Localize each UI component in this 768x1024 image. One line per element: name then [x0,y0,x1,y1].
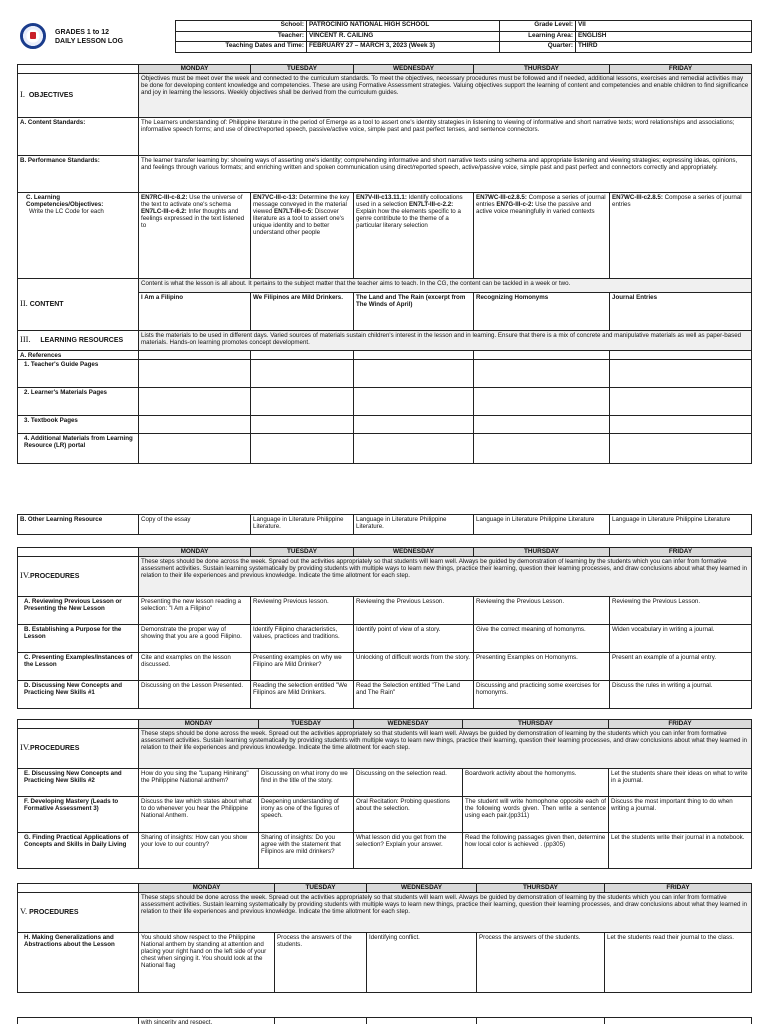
day-header-tuesday: TUESDAY [251,65,354,74]
competencies-label-cell [18,193,139,279]
procedure-label: H. Making Generalizations and Abstractions about the Lesson [18,933,139,993]
competencies-label: C. Learning Competencies/Objectives: [26,193,104,208]
competency-code: EN7LC-III-c-6.2: [141,207,187,215]
procedure-cell: Cite and examples on the lesson discussed. [139,653,251,681]
day-header-friday: FRIDAY [610,65,752,74]
competency-code: EN7RC-III-c-8.2: [141,193,188,201]
competency-code: EN7WC-III-c2.8.5: [612,193,663,201]
cell [610,360,752,388]
competency-code: EN7V-III-c13.11.1: [356,193,407,201]
cell [251,360,354,388]
procedure-cell: Discuss the law which states about what to do whenever you hear the Philippine National Anthem. [139,797,259,833]
competency-text: Identify collocations used in a selection [356,193,463,208]
procedure-cell: You should show respect to the Philippine National anthem by standing at attention and placing your right hand on the left side of your chest when singing it. You should look at the National flag [139,933,275,993]
cell [474,351,610,360]
day-header-friday: FRIDAY [609,720,752,729]
other-resource-wednesday: Language in Literature Philippine Literature. [354,515,474,535]
header-title-line1: GRADES 1 to 12 [55,29,110,36]
other-resource-thursday: Language in Literature Philippine Literature [474,515,610,535]
procedure-cell: Deepening understanding of irony as one of the figures of speech. [259,797,354,833]
day-header-monday: MONDAY [139,548,251,557]
cell [139,434,251,464]
competency-text: Use the passive and active voice meaningfully in varied contexts [476,200,595,215]
objectives-title: OBJECTIVES [28,92,74,100]
procedures-section-title [18,557,139,597]
school-value: PATROCINIO NATIONAL HIGH SCHOOL [307,21,500,32]
cell [139,388,251,416]
cell [474,388,610,416]
performance-standards-text: The learner transfer learning by: showing ways of asserting one's identity; comprehending informative and short narrative texts using schema and appropriate listening and viewing strategies; expressing ideas, opinions, and feelings through various formats; and enriching written and spoken communication using direct/reported speech, active/passive voice, simple past and past perfect and connectors correctly and appropriately. [139,156,752,193]
procedure-cell: Reading the selection entitled "We Filipinos are Mild Drinkers. [251,681,354,709]
competency-friday [610,193,752,279]
day-header-tuesday: TUESDAY [259,720,354,729]
day-header-thursday: THURSDAY [477,884,605,893]
procedures-section-title [18,729,139,769]
objectives-description: Objectives must be meet over the week and connected to the curriculum standards. To meet the objectives, necessary procedures must be followed and if needed, additional lessons, exercises and remedial activities may be done for developing content knowledge and competencies. These are using Formative Assessment strategies. Valuing objectives support the learning of content and competencies and enable children to find significance and joy in learning the lessons. Weekly objectives shall be derived from the curriculum guides. [139,74,752,118]
cell [139,360,251,388]
cell [354,416,474,434]
day-header-wednesday: WEDNESDAY [354,548,474,557]
other-resource-monday: Copy of the essay [139,515,251,535]
procedure-cell: Discuss the most important thing to do when writing a journal. [609,797,752,833]
procedure-cell: Identify point of view of a story. [354,625,474,653]
procedure-cell: Read the Selection entitled "The Land and The Rain" [354,681,474,709]
procedure-cell: Boardwork activity about the homonyms. [463,769,609,797]
procedure-cell: Reviewing the Previous Lesson. [354,597,474,625]
day-header-monday: MONDAY [139,65,251,74]
competency-thursday [474,193,610,279]
content-standards-label: A. Content Standards: [18,118,139,156]
competency-code: EN7LT-III-c-2.2: [409,200,454,208]
other-resources-label: B. Other Learning Resource [18,515,139,535]
competency-monday [139,193,251,279]
content-numeral: II. [20,298,28,309]
procedures-title: PROCEDURES [29,909,79,917]
teacher-value: VINCENT R. CAILING [307,31,500,42]
competency-wednesday [354,193,474,279]
blank-corner [18,720,139,729]
cell [474,434,610,464]
blank-corner [18,884,139,893]
teachers-guide-label: 1. Teacher's Guide Pages [18,360,139,388]
day-header-wednesday: WEDNESDAY [367,884,477,893]
content-item-monday: I Am a Filipino [139,293,251,331]
procedure-cell: Let the students write their journal in a notebook. [609,833,752,869]
cell [474,360,610,388]
day-header-wednesday: WEDNESDAY [354,720,463,729]
competency-text: Explain how the elements specific to a genre contribute to the theme of a particular literary selection [356,207,461,230]
day-header-thursday: THURSDAY [463,720,609,729]
procedure-cell: Discussing on the selection read. [354,769,463,797]
cell [251,416,354,434]
procedure-cell: Let the students read their journal to the class. [605,933,752,993]
competency-text: Determine the key message conveyed in the material viewed [253,193,350,215]
quarter-value: THIRD [576,42,752,53]
day-header-tuesday: TUESDAY [275,884,367,893]
competency-text: Compose a series of journal entries [476,193,606,208]
day-header-tuesday: TUESDAY [251,548,354,557]
procedure-cell: Oral Recitation: Probing questions about the selection. [354,797,463,833]
procedure-cell: Discuss the rules in writing a journal. [610,681,752,709]
procedure-cell: Read the following passages given then, determine how local color is achieved . (pp305) [463,833,609,869]
cell [610,416,752,434]
grade-value: VII [576,21,752,32]
cell [139,416,251,434]
procedures-numeral: IV. [20,742,30,753]
header-title-line2: DAILY LESSON LOG [55,38,124,46]
objectives-section-title [18,74,139,118]
procedure-label: B. Establishing a Purpose for the Lesson [18,625,139,653]
other-resources-block [17,514,751,535]
procedure-cell: Unlocking of difficult words from the story. [354,653,474,681]
content-title: CONTENT [29,301,64,309]
performance-standards-label: B. Performance Standards: [18,156,139,193]
procedures-block-3 [17,883,751,993]
competency-text: Discover literature as a tool to assert one's unique identity and to better understand other people [253,207,344,237]
procedure-cell: Sharing of insights: How can you show your love to our country? [139,833,259,869]
procedure-cell: Presenting examples on why we Filipino are Mild Drinker? [251,653,354,681]
cell [354,351,474,360]
other-resource-friday: Language in Literature Philippine Literature [610,515,752,535]
procedure-cell: Identify Filipino characteristics, values, practices and traditions. [251,625,354,653]
cell [354,360,474,388]
procedures-numeral: V. [20,906,28,917]
procedures-numeral: IV. [20,570,30,581]
procedure-label: D. Discussing New Concepts and Practicing New Skills #1 [18,681,139,709]
content-item-tuesday: We Filipinos are Mild Drinkers. [251,293,354,331]
header-title [55,28,123,46]
cell [275,1018,367,1024]
procedure-cell: Widen vocabulary in writing a journal. [610,625,752,653]
procedure-cell: Discussing on what irony do we find in the title of the story. [259,769,354,797]
competency-code: EN7WC-III-c2.8.5: [476,193,527,201]
lesson-log-header [17,20,751,52]
procedure-cell: Let the students share their ideas on what to write in a journal. [609,769,752,797]
competencies-sub: Write the LC Code for each [29,207,104,215]
procedure-cell: Discussing on the Lesson Presented. [139,681,251,709]
learners-materials-label: 2. Learner's Materials Pages [18,388,139,416]
day-header-monday: MONDAY [139,720,259,729]
cell [605,1018,752,1024]
resources-numeral: III. [20,334,31,345]
other-resource-tuesday: Language in Literature Philippine Literature. [251,515,354,535]
cell [251,434,354,464]
continuation-table [17,1017,752,1024]
objectives-numeral: I. [20,89,25,100]
quarter-label: Quarter: [500,42,576,53]
procedure-label: E. Discussing New Concepts and Practicing New Skills #2 [18,769,139,797]
competency-text: Compose a series of journal entries [612,193,742,208]
procedures-description: These steps should be done across the week. Spread out the activities appropriately so that students will learn well. Always be guided by demonstration of learning by the students which you can infer from formative assessment activities. Sustain learning systematically by providing students with multiple ways to learn new things, practice their learning, question their learning processes, and draw conclusions about what they learned in relation to their life experiences and previous knowledge. Indicate the time allotment for each step. [139,557,752,597]
content-item-friday: Journal Entries [610,293,752,331]
dates-label: Teaching Dates and Time: [176,42,307,53]
procedure-cell: Present an example of a journal entry. [610,653,752,681]
competency-text: Use the universe of the text to activate one's schema [141,193,243,208]
procedures-table-2 [17,719,752,869]
cell [139,351,251,360]
procedures-section-title [18,893,139,933]
area-value: ENGLISH [576,31,752,42]
procedure-cell: Discussing and practicing some exercises for homonyms. [474,681,610,709]
grade-label: Grade Level: [500,21,576,32]
day-header-friday: FRIDAY [605,884,752,893]
cell [474,416,610,434]
day-header-wednesday: WEDNESDAY [354,65,474,74]
procedure-cell: Identifying conflict. [367,933,477,993]
cell [251,351,354,360]
content-item-thursday: Recognizing Homonyms [474,293,610,331]
resources-description: Lists the materials to be used in different days. Varied sources of materials sustain children's interest in the lesson and in learning. Ensure that there is a mix of concrete and manipulative materials as well as paper-based materials. Hands-on learning promotes concept development. [139,331,752,351]
procedure-cell: Demonstrate the proper way of showing that you are a good Filipino. [139,625,251,653]
competency-code: EN7G-III-c-2: [496,200,534,208]
procedures-block-2 [17,719,751,869]
textbook-pages-label: 3. Textbook Pages [18,416,139,434]
deped-seal-icon [20,23,46,49]
competency-tuesday [251,193,354,279]
procedure-cell: Presenting Examples on Homonyms. [474,653,610,681]
procedure-label: G. Finding Practical Applications of Concepts and Skills in Daily Living [18,833,139,869]
procedure-label: A. Reviewing Previous Lesson or Presenting the New Lesson [18,597,139,625]
school-label: School: [176,21,307,32]
area-label: Learning Area: [500,31,576,42]
header-logo-cell [17,20,175,52]
competency-text: Infer thoughts and feelings expressed in the text listened to [141,207,245,230]
other-resources-table [17,514,752,535]
procedure-cell: Process the answers of the students. [275,933,367,993]
day-header-friday: FRIDAY [610,548,752,557]
procedure-cell: Sharing of insights: Do you agree with the statement that Filipinos are mild drinkers? [259,833,354,869]
day-header-monday: MONDAY [139,884,275,893]
content-item-wednesday: The Land and The Rain (excerpt from The Winds of April) [354,293,474,331]
procedure-cell: Give the correct meaning of homonyms. [474,625,610,653]
procedures-title: PROCEDURES [30,745,80,753]
cell [367,1018,477,1024]
cell [251,388,354,416]
competency-code: EN7LT-III-c-5: [274,207,314,215]
procedure-cell: What lesson did you get from the selection? Explain your answer. [354,833,463,869]
procedure-cell: Reviewing the Previous Lesson. [610,597,752,625]
cell [477,1018,605,1024]
references-label: A. References [18,351,139,360]
day-header-thursday: THURSDAY [474,65,610,74]
procedures-description: These steps should be done across the week. Spread out the activities appropriately so that students will learn well. Always be guided by demonstration of learning by the students which you can infer from formative assessment activities. Sustain learning systematically by providing students with multiple ways to learn new things, practice their learning, question their learning processes, and draw conclusions about what they learned in relation to their life experiences and previous knowledge. Indicate the time allotment for each step. [139,893,752,933]
procedure-label: F. Developing Mastery (Leads to Formative Assessment 3) [18,797,139,833]
cell [18,1018,139,1024]
dates-value: FEBRUARY 27 – MARCH 3, 2023 (Week 3) [307,42,500,53]
cell [354,388,474,416]
continuation-block [17,1017,751,1024]
cell [610,388,752,416]
resources-section-title [18,331,139,351]
header-info-table [175,20,752,53]
objectives-block [17,64,751,464]
blank-corner [18,548,139,557]
day-header-thursday: THURSDAY [474,548,610,557]
cell [610,351,752,360]
procedures-title: PROCEDURES [30,573,80,581]
procedure-cell: Reviewing Previous lesson. [251,597,354,625]
procedure-label: C. Presenting Examples/Instances of the Lesson [18,653,139,681]
procedures-table-1 [17,547,752,709]
additional-materials-label: 4. Additional Materials from Learning Resource (LR) portal [18,434,139,464]
cell [354,434,474,464]
teacher-label: Teacher: [176,31,307,42]
content-standards-text: The Learners understanding of: Philippine literature in the period of Emerge as a tool to assert one's identity strategies in listening to viewing of informative and short narrative texts; word relationships and associations; informative speech forms; and use of direct/reported speech, passive/active voice, simple past and past perfect tenses, and sentence connectors. [139,118,752,156]
procedure-cell: Presenting the new lesson reading a selection: "I Am a Filipino" [139,597,251,625]
procedure-cell: Reviewing the Previous Lesson. [474,597,610,625]
objectives-table [17,64,752,464]
continued-text: with sincerity and respect. [139,1018,275,1024]
content-section-title [18,279,139,331]
cell [610,434,752,464]
resources-title: LEARNING RESOURCES [40,337,124,345]
competency-code: EN7VC-III-c-13: [253,193,298,201]
procedures-table-3 [17,883,752,993]
content-description: Content is what the lesson is all about. It pertains to the subject matter that the teacher aims to teach. In the CG, the content can be tackled in a week or two. [139,279,752,293]
procedure-cell: Process the answers of the students. [477,933,605,993]
blank-corner [18,65,139,74]
procedures-description: These steps should be done across the week. Spread out the activities appropriately so that students will learn well. Always be guided by demonstration of learning by the students which you can infer from formative assessment activities. Sustain learning systematically by providing students with multiple ways to learn new things, practice their learning, question their learning processes, and draw conclusions about what they learned in relation to their life experiences and previous knowledge. Indicate the time allotment for each step. [139,729,752,769]
procedure-cell: The student will write homophone opposite each of the following words given. Then write a sentence using each pair.(pp311) [463,797,609,833]
procedure-cell: How do you sing the "Lupang Hinirang" the Philippine National anthem? [139,769,259,797]
procedures-block-1 [17,547,751,709]
